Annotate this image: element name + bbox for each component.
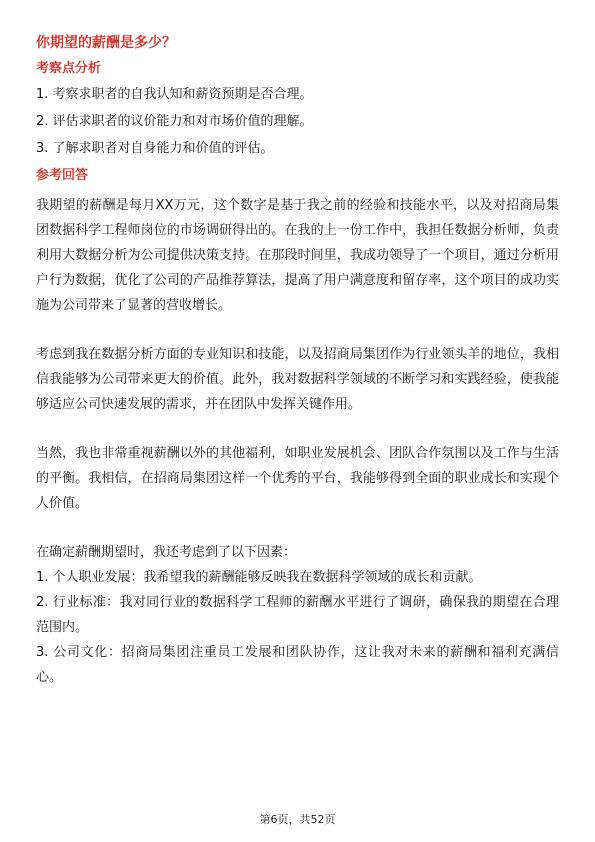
page-content	[36, 33, 559, 690]
factor-item: 1. 个人职业发展：我希望我的薪酬能够反映我在数据科学领域的成长和贡献。	[36, 570, 482, 585]
paragraph-spacer	[36, 417, 559, 441]
analysis-title: 考察点分析	[36, 61, 102, 76]
paragraph-spacer	[36, 318, 559, 342]
page-number: 第6页，共52页	[259, 813, 336, 826]
answer-paragraph: 当然，我也非常重视薪酬以外的其他福利，如职业发展机会、团队合作氛围以及工作与生活的平衡。我相信，在招商局集团这样一个优秀的平台，我能够得到全面的职业成长和实现个人价值。	[36, 446, 559, 511]
answer-paragraph: 考虑到我在数据分析方面的专业知识和技能，以及招商局集团作为行业领头羊的地位，我相信我能够为公司带来更大的价值。此外，我对数据科学领域的不断学习和实践经验，使我能够适应公司快速发展的需求，并在团队中发挥关键作用。	[36, 347, 559, 412]
paragraph-spacer	[36, 516, 559, 540]
answer-paragraph: 我期望的薪酬是每月XX万元，这个数字是基于我之前的经验和技能水平，以及对招商局集团数据科学工程师岗位的市场调研得出的。在我的上一份工作中，我担任数据分析师，负责利用大数据分析为公司提供决策支持。在那段时间里，我成功领导了一个项目，通过分析用户行为数据，优化了公司的产品推荐算法，提高了用户满意度和留存率，这个项目的成功实施为公司带来了显著的营收增长。	[36, 198, 559, 313]
analysis-point: 2. 评估求职者的议价能力和对市场价值的理解。	[36, 114, 313, 129]
question-heading: 你期望的薪酬是多少？	[36, 35, 176, 51]
analysis-point: 1. 考察求职者的自我认知和薪资预期是否合理。	[36, 87, 313, 102]
analysis-point-list	[36, 86, 559, 158]
answer-title: 参考回答	[36, 168, 89, 183]
factors-intro: 在确定薪酬期望时，我还考虑到了以下因素：	[36, 545, 297, 560]
factor-item: 2. 行业标准：我对同行业的数据科学工程师的薪酬水平进行了调研，确保我的期望在合理范围内。	[36, 595, 559, 635]
factor-item: 3. 公司文化：招商局集团注重员工发展和团队协作，这让我对未来的薪酬和福利充满信心。	[36, 645, 559, 685]
analysis-point: 3. 了解求职者对自身能力和价值的评估。	[36, 141, 274, 156]
